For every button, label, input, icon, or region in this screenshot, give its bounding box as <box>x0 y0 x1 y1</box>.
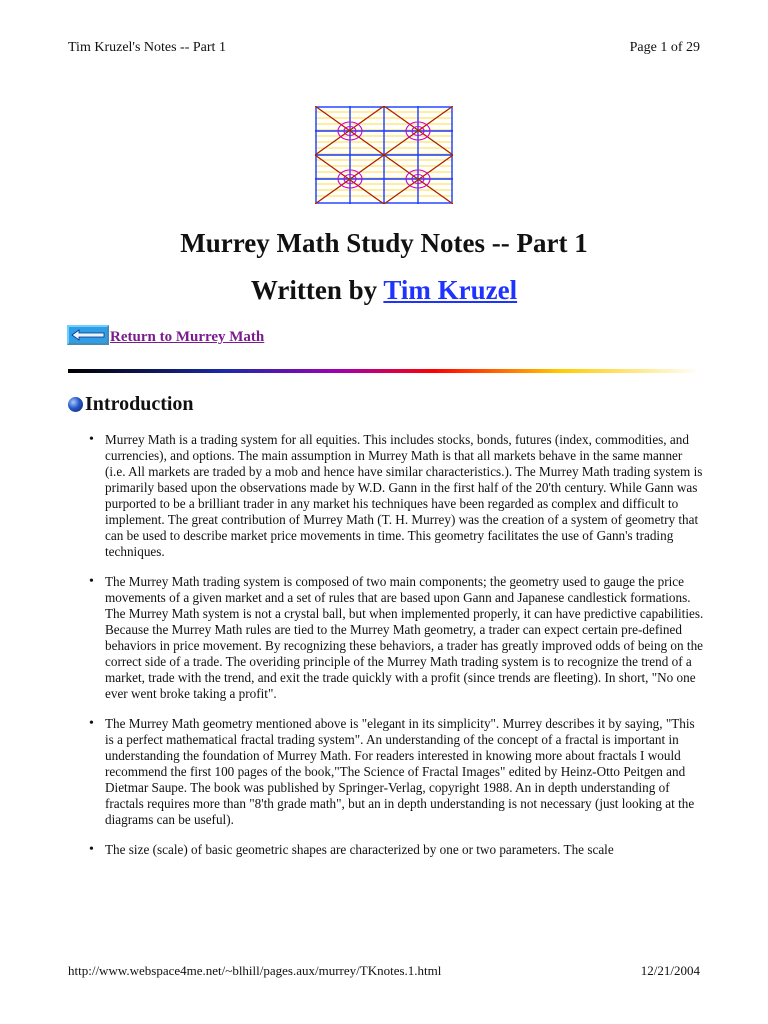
gradient-divider <box>68 369 700 373</box>
author-line <box>0 273 768 307</box>
left-arrow-icon[interactable] <box>67 325 109 345</box>
author-prefix: Written by <box>250 275 384 305</box>
page-number: Page 1 of 29 <box>629 40 700 55</box>
list-item: • The Murrey Math geometry mentioned above is "elegant in its simplicity". Murrey describes it by saying, "This is a perfect mathematical fractal trading system". An understanding of the concept of a fractal is important in understanding the foundation of Murrey Math. For readers interested in knowing more about fractals I would recommend the first 100 pages of the book,"The Science of Fractal Images" edited by Heinz-Otto Peitgen and Dietmar Saupe. The book was published by Springer-Verlag, copyright 1988. An in depth understanding of fractals requires more than "8'th grade math", but an in depth understanding is not necessary (just looking at the diagrams can be useful). <box>89 716 704 828</box>
footer-url: http://www.webspace4me.net/~blhill/pages.aux/murrey/TKnotes.1.html <box>68 963 442 978</box>
return-navigation[interactable] <box>67 321 264 345</box>
blue-ball-icon <box>68 397 83 412</box>
header-title: Tim Kruzel's Notes -- Part 1 <box>68 40 226 55</box>
return-link[interactable]: Return to Murrey Math <box>110 329 265 345</box>
page-title: Murrey Math Study Notes -- Part 1 <box>180 228 588 258</box>
introduction-list <box>89 432 704 872</box>
list-item: • The size (scale) of basic geometric shapes are characterized by one or two parameters. The scale <box>89 842 704 858</box>
list-item: • The Murrey Math trading system is composed of two main components; the geometry used to gauge the price movements of a given market and a set of rules that are based upon Gann and Japanese candlestick formations. The Murrey Math system is not a crystal ball, but when implemented properly, it can have predictive capabilities. Because the Murrey Math rules are tied to the Murrey Math geometry, a trader can expect certain pre-defined behaviors in price movement. By recognizing these behaviors, a trader has greatly improved odds of being on the correct side of a trade. The overiding principle of the Murrey Math trading system is to recognize the trend of a market, trade with the trend, and exit the trade quickly with a profit (since trends are fleeting). In short, "No one ever went broke taking a profit". <box>89 574 704 702</box>
footer-date: 12/21/2004 <box>640 963 700 978</box>
list-item: • Murrey Math is a trading system for all equities. This includes stocks, bonds, futures (index, commodities, and currencies), and options. The main assumption in Murrey Math is that all markets behave in the same manner (i.e. All markets are traded by a mob and hence have similar characteristics.). The Murrey Math trading system is primarily based upon the observations made by W.D. Gann in the first half of the 20'th century. While Gann was purported to be a brilliant trader in any market his techniques have been regarded as complex and difficult to implement. The great contribution of Murrey Math (T. H. Murrey) was the creation of a system of geometry that can be used to describe market price movements in time. This geometry facilitates the use of Gann's trading techniques. <box>89 432 704 560</box>
section-heading <box>68 393 194 416</box>
fractal-grid-logo <box>315 106 453 204</box>
author-link[interactable]: Tim Kruzel <box>383 275 518 305</box>
section-title: Introduction <box>85 393 194 415</box>
